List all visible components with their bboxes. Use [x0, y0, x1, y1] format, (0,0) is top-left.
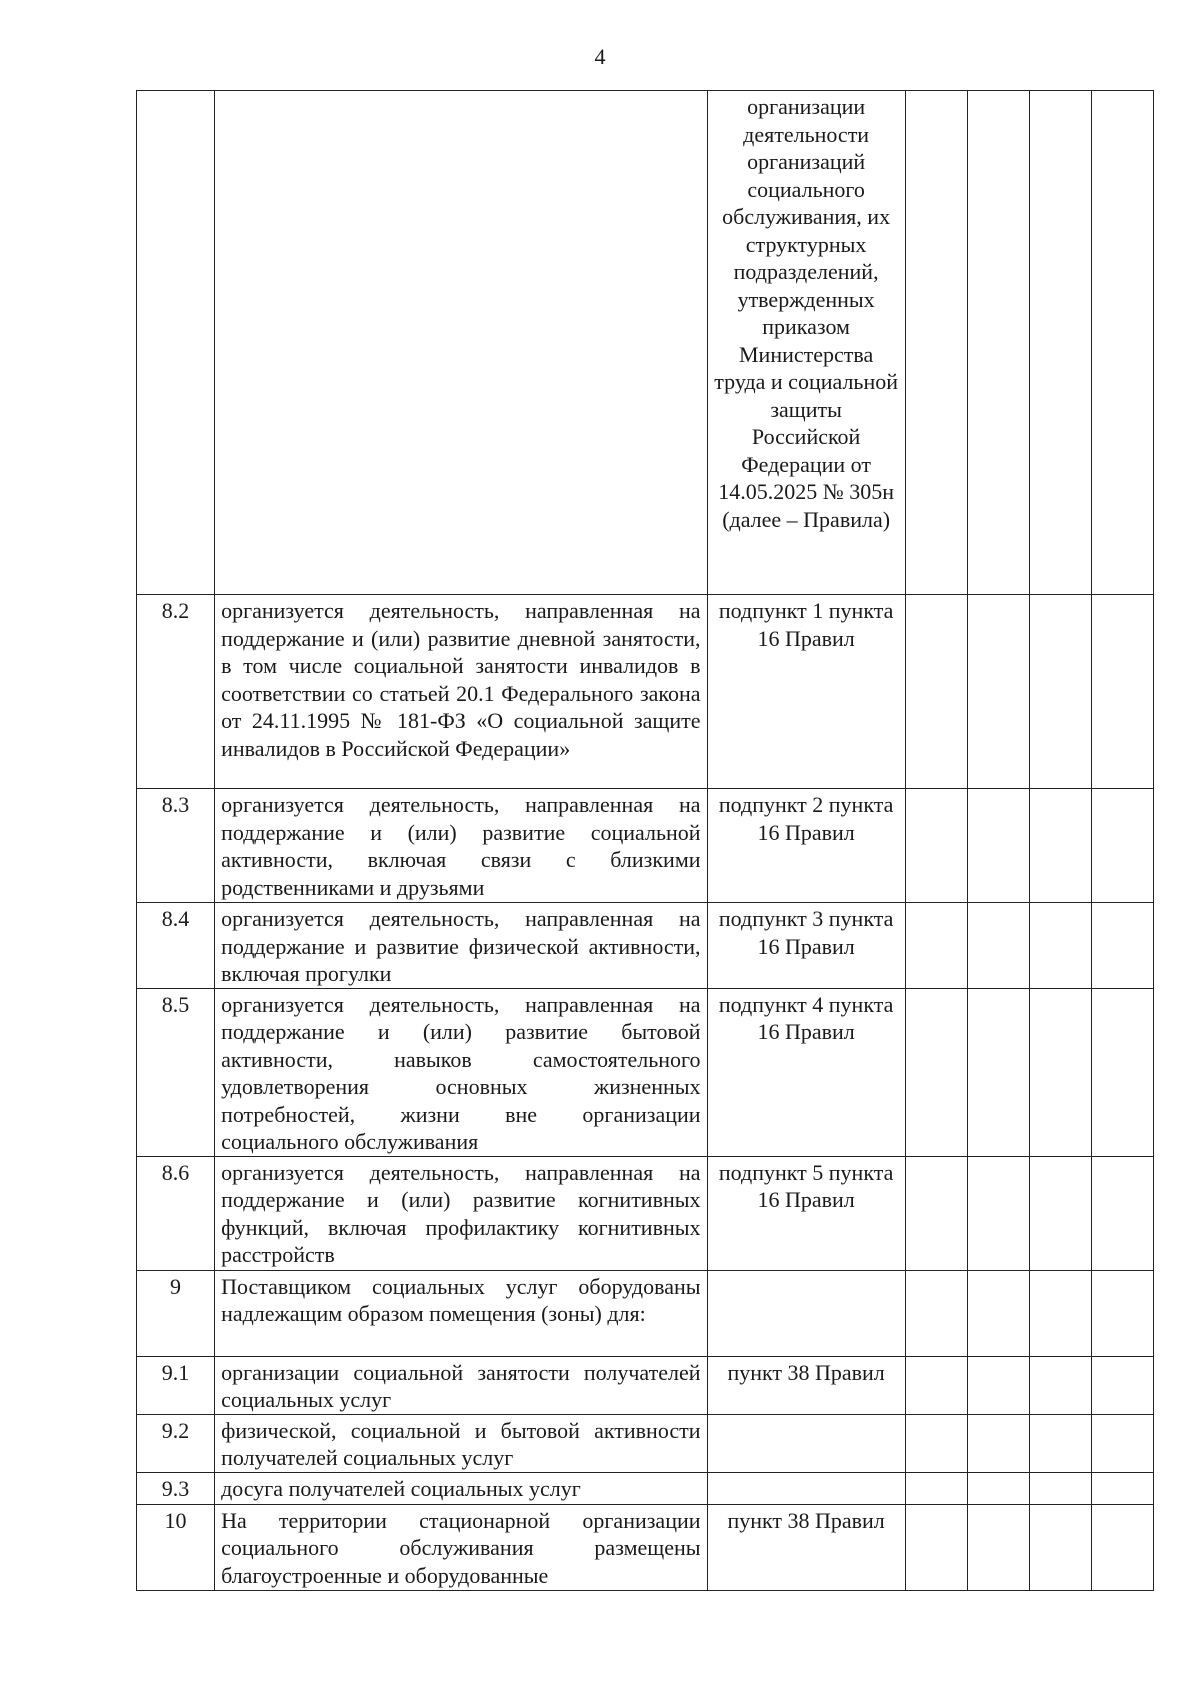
- answer-yes-cell: [905, 1504, 967, 1590]
- answer-no-cell: [967, 1270, 1029, 1356]
- table-row: [137, 1156, 1154, 1270]
- item-number: 9.3: [137, 1472, 215, 1504]
- requirement-text: Поставщиком социальных услуг оборудованы надлежащим образом помещения (зоны) для:: [215, 1270, 707, 1356]
- requirement-text: На территории стационарной организации социального обслуживания размещены благоустроенные и оборудованные: [215, 1504, 707, 1590]
- note-cell: [1091, 1472, 1153, 1504]
- legal-reference: подпункт 3 пункта 16 Правил: [707, 903, 905, 989]
- answer-yes-cell: [905, 1156, 967, 1270]
- answer-yes-cell: [905, 903, 967, 989]
- answer-yes-cell: [905, 1472, 967, 1504]
- item-number: 8.4: [137, 903, 215, 989]
- legal-reference: [707, 1414, 905, 1472]
- answer-no-cell: [967, 1472, 1029, 1504]
- note-cell: [1091, 903, 1153, 989]
- note-cell: [1091, 988, 1153, 1156]
- answer-yes-cell: [905, 595, 967, 789]
- item-number: [137, 91, 215, 595]
- legal-reference: подпункт 2 пункта 16 Правил: [707, 789, 905, 903]
- table-row: [137, 1414, 1154, 1472]
- note-cell: [1091, 1356, 1153, 1414]
- legal-reference: [707, 1472, 905, 1504]
- answer-na-cell: [1029, 1472, 1091, 1504]
- answer-no-cell: [967, 988, 1029, 1156]
- answer-yes-cell: [905, 91, 967, 595]
- requirement-text: физической, социальной и бытовой активности получателей социальных услуг: [215, 1414, 707, 1472]
- item-number: 8.2: [137, 595, 215, 789]
- answer-na-cell: [1029, 1414, 1091, 1472]
- item-number: 10: [137, 1504, 215, 1590]
- table-row: [137, 91, 1154, 595]
- answer-no-cell: [967, 1356, 1029, 1414]
- requirement-text: досуга получателей социальных услуг: [215, 1472, 707, 1504]
- answer-yes-cell: [905, 1414, 967, 1472]
- answer-na-cell: [1029, 595, 1091, 789]
- legal-reference: подпункт 1 пункта 16 Правил: [707, 595, 905, 789]
- answer-na-cell: [1029, 1156, 1091, 1270]
- legal-reference: организации деятельности организаций социального обслуживания, их структурных подразделений, утвержденных приказом Министерства труда и социальной защиты Российской Федерации от 14.05.2025 № 305н (далее – Правила): [707, 91, 905, 595]
- answer-na-cell: [1029, 903, 1091, 989]
- legal-reference: [707, 1270, 905, 1356]
- legal-reference: подпункт 4 пункта 16 Правил: [707, 988, 905, 1156]
- table-row: [137, 1504, 1154, 1590]
- answer-na-cell: [1029, 1270, 1091, 1356]
- item-number: 9.2: [137, 1414, 215, 1472]
- note-cell: [1091, 1414, 1153, 1472]
- item-number: 8.3: [137, 789, 215, 903]
- note-cell: [1091, 789, 1153, 903]
- legal-reference: пункт 38 Правил: [707, 1356, 905, 1414]
- requirement-text: организуется деятельность, направленная на поддержание и (или) развитие бытовой активности, навыков самостоятельного удовлетворения основных жизненных потребностей, жизни вне организации социального обслуживания: [215, 988, 707, 1156]
- answer-no-cell: [967, 1414, 1029, 1472]
- answer-na-cell: [1029, 988, 1091, 1156]
- table-row: [137, 789, 1154, 903]
- item-number: 8.5: [137, 988, 215, 1156]
- answer-yes-cell: [905, 789, 967, 903]
- answer-na-cell: [1029, 1504, 1091, 1590]
- page-number: 4: [594, 44, 606, 69]
- answer-yes-cell: [905, 988, 967, 1156]
- item-number: 9.1: [137, 1356, 215, 1414]
- table-row: [137, 1472, 1154, 1504]
- legal-reference: пункт 38 Правил: [707, 1504, 905, 1590]
- answer-no-cell: [967, 1504, 1029, 1590]
- answer-yes-cell: [905, 1356, 967, 1414]
- answer-no-cell: [967, 789, 1029, 903]
- answer-no-cell: [967, 595, 1029, 789]
- table-row: [137, 903, 1154, 989]
- answer-no-cell: [967, 903, 1029, 989]
- table-row: [137, 595, 1154, 789]
- requirement-text: [215, 91, 707, 595]
- note-cell: [1091, 1156, 1153, 1270]
- checklist-table: [136, 90, 1154, 1591]
- answer-no-cell: [967, 91, 1029, 595]
- table-row: [137, 988, 1154, 1156]
- answer-yes-cell: [905, 1270, 967, 1356]
- item-number: 9: [137, 1270, 215, 1356]
- answer-na-cell: [1029, 91, 1091, 595]
- note-cell: [1091, 1504, 1153, 1590]
- table-row: [137, 1270, 1154, 1356]
- requirement-text: организуется деятельность, направленная на поддержание и (или) развитие когнитивных функций, включая профилактику когнитивных расстройств: [215, 1156, 707, 1270]
- note-cell: [1091, 91, 1153, 595]
- note-cell: [1091, 1270, 1153, 1356]
- requirement-text: организуется деятельность, направленная на поддержание и (или) развитие дневной занятости, в том числе социальной занятости инвалидов в соответствии со статьей 20.1 Федерального закона от 24.11.1995 № 181-ФЗ «О социальной защите инвалидов в Российской Федерации»: [215, 595, 707, 789]
- requirement-text: организуется деятельность, направленная на поддержание и (или) развитие социальной активности, включая связи с близкими родственниками и друзьями: [215, 789, 707, 903]
- requirement-text: организации социальной занятости получателей социальных услуг: [215, 1356, 707, 1414]
- note-cell: [1091, 595, 1153, 789]
- table-row: [137, 1356, 1154, 1414]
- answer-na-cell: [1029, 1356, 1091, 1414]
- requirement-text: организуется деятельность, направленная на поддержание и развитие физической активности, включая прогулки: [215, 903, 707, 989]
- item-number: 8.6: [137, 1156, 215, 1270]
- answer-na-cell: [1029, 789, 1091, 903]
- legal-reference: подпункт 5 пункта 16 Правил: [707, 1156, 905, 1270]
- answer-no-cell: [967, 1156, 1029, 1270]
